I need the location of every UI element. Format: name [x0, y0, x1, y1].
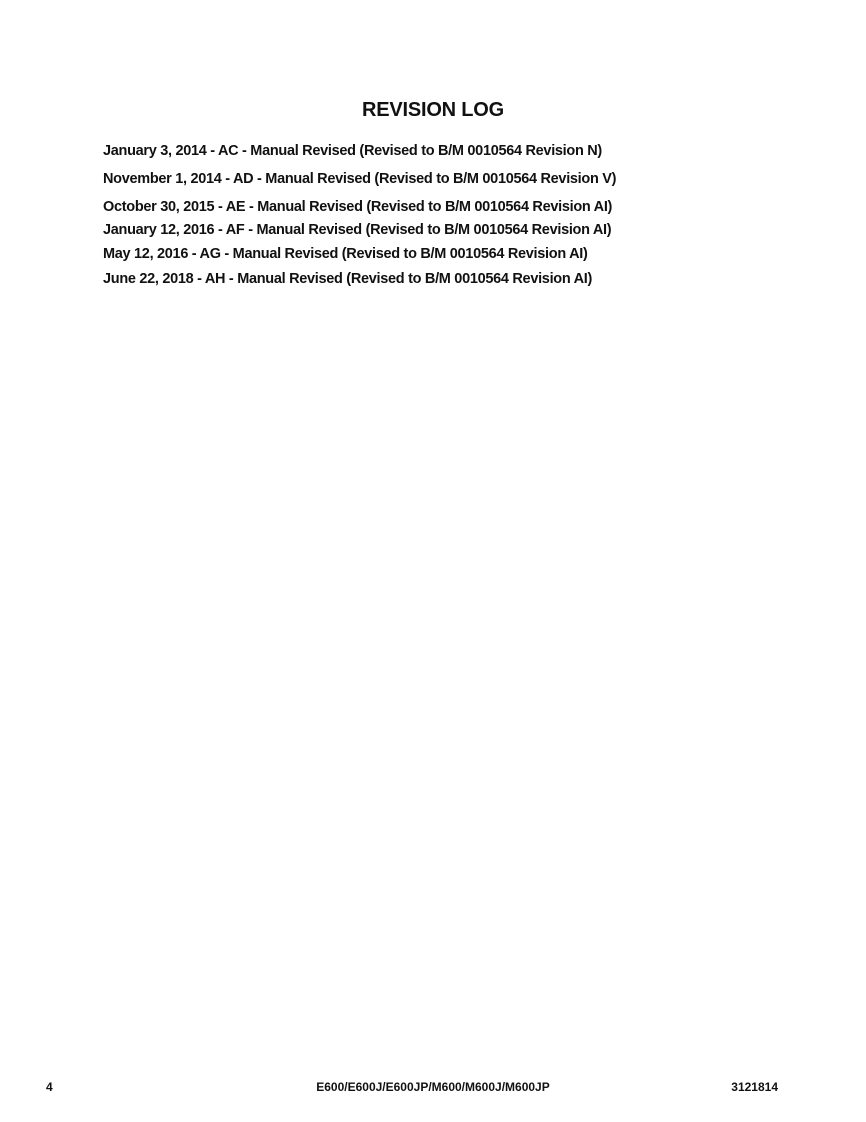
revision-entry: January 12, 2016 - AF - Manual Revised (Revised to B/M 0010564 Revision AI): [103, 222, 612, 238]
footer-models: E600/E600J/E600JP/M600/M600J/M600JP: [316, 1080, 550, 1094]
revision-entry: November 1, 2014 - AD - Manual Revised (Revised to B/M 0010564 Revision V): [103, 171, 617, 187]
footer-page-number: 4: [46, 1080, 53, 1094]
revision-entry: June 22, 2018 - AH - Manual Revised (Revised to B/M 0010564 Revision AI): [103, 271, 593, 287]
revision-entry: January 3, 2014 - AC - Manual Revised (Revised to B/M 0010564 Revision N): [103, 143, 602, 159]
page-title: REVISION LOG: [361, 99, 505, 121]
revision-entry: May 12, 2016 - AG - Manual Revised (Revised to B/M 0010564 Revision AI): [103, 246, 588, 262]
footer-document-number: 3121814: [731, 1080, 778, 1094]
revision-entry: October 30, 2015 - AE - Manual Revised (Revised to B/M 0010564 Revision AI): [103, 199, 613, 215]
